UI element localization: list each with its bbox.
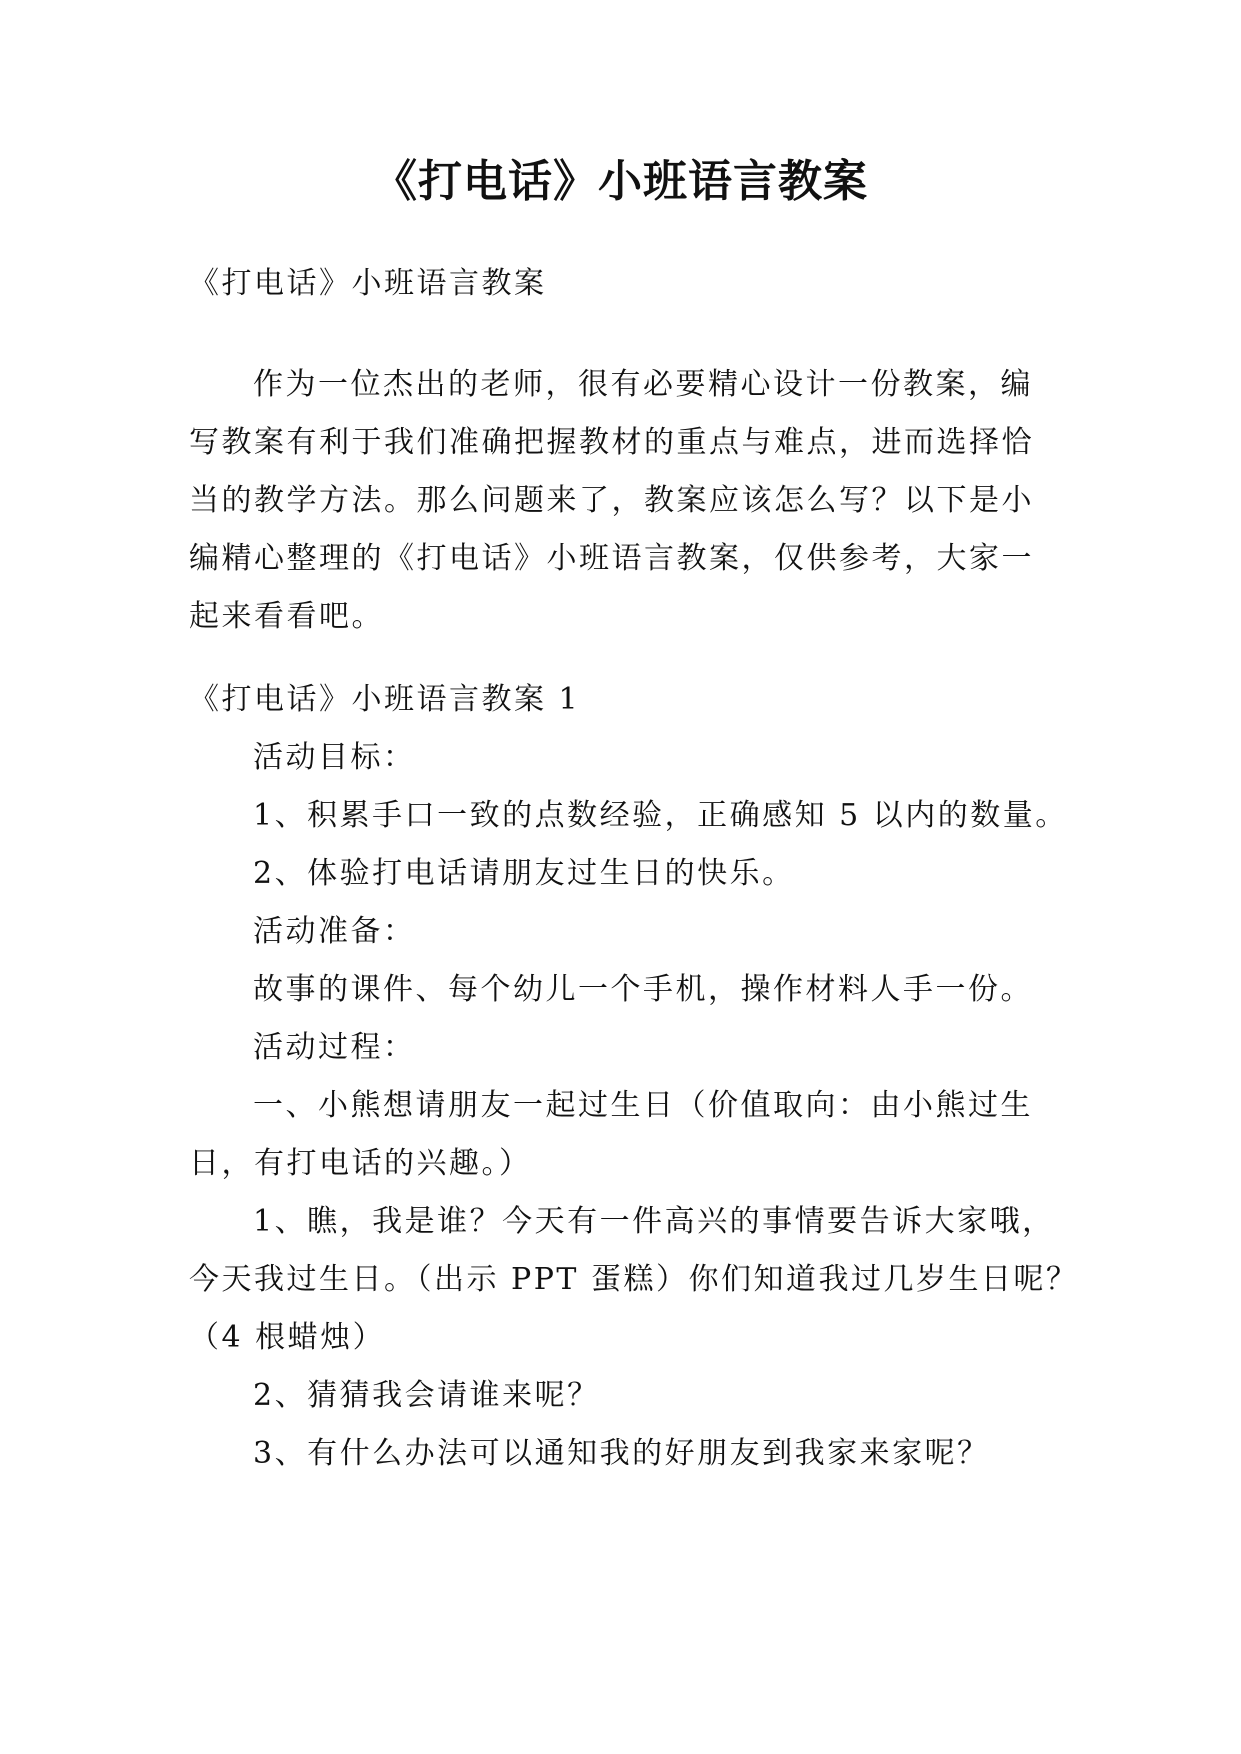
subtitle-line: 《打电话》小班语言教案 (189, 266, 547, 301)
section-line: （4 根蜡烛） (189, 1320, 386, 1355)
section-heading: 《打电话》小班语言教案 1 (189, 682, 581, 717)
section-block (189, 671, 1079, 1483)
section-line: 3、有什么办法可以通知我的好朋友到我家来家呢？ (253, 1436, 990, 1471)
section-line: 2、猜猜我会请谁来呢？ (253, 1378, 600, 1413)
section-line: 1、瞧，我是谁？今天有一件高兴的事情要告诉大家哦， (253, 1204, 1055, 1239)
document-title: 《打电话》小班语言教案 (373, 156, 868, 207)
paragraph-line: 作为一位杰出的老师，很有必要精心设计一份教案，编 (253, 367, 1033, 402)
section-line: 2、体验打电话请朋友过生日的快乐。 (253, 856, 795, 891)
paragraph-line: 起来看看吧。 (189, 599, 384, 634)
section-line: 1、积累手口一致的点数经验，正确感知 5 以内的数量。 (253, 798, 1068, 833)
section-line: 活动过程： (253, 1030, 416, 1065)
section-line: 故事的课件、每个幼儿一个手机，操作材料人手一份。 (253, 972, 1033, 1007)
paragraph-line: 当的教学方法。那么问题来了，教案应该怎么写？以下是小 (189, 483, 1034, 518)
document-subtitle (189, 255, 1069, 313)
section-line: 一、小熊想请朋友一起过生日（价值取向：由小熊过生 (253, 1088, 1033, 1123)
section-line: 日，有打电话的兴趣。） (189, 1146, 532, 1181)
paragraph-line: 写教案有利于我们准确把握教材的重点与难点，进而选择恰 (189, 425, 1034, 460)
section-line: 活动目标： (253, 740, 416, 775)
intro-paragraph (189, 356, 1069, 646)
section-line: 今天我过生日。（出示 PPT 蛋糕）你们知道我过几岁生日呢？ (189, 1262, 1079, 1297)
section-line: 活动准备： (253, 914, 416, 949)
paragraph-line: 编精心整理的《打电话》小班语言教案，仅供参考，大家一 (189, 541, 1034, 576)
